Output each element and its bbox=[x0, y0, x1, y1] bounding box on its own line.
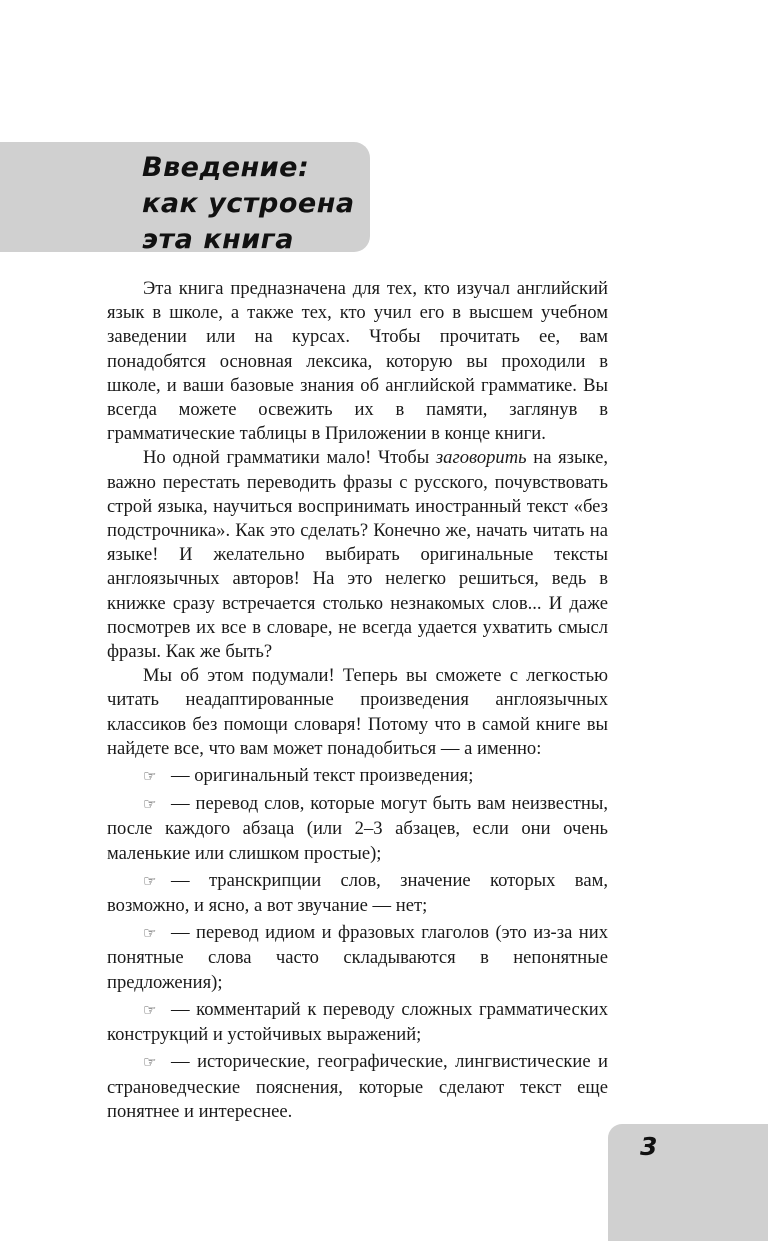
paragraph: Эта книга предназначена для тех, кто изучал английский язык в школе, а также тех, кто учил его в высшем учебном заведении или на курсах. Чтобы прочитать ее, вам понадобятся основная лексика, которую вы проходили в школе, и ваши базовые знания об английской грамматике. Вы всегда можете освежить их в памяти, заглянув в грамматические таблицы в Приложении в конце книги. bbox=[107, 278, 608, 445]
chapter-title bbox=[142, 150, 355, 258]
pointing-hand-icon: ☞ bbox=[143, 769, 157, 786]
body-text bbox=[107, 277, 608, 1124]
pointing-hand-icon: ☞ bbox=[143, 1002, 157, 1019]
pointing-hand-icon: ☞ bbox=[143, 797, 157, 814]
list-item bbox=[107, 921, 608, 995]
list-item-text: — перевод идиом и фразовых глаголов (это из-за них понятные слова часто складываются в непонятные предложения); bbox=[107, 922, 608, 993]
list-item bbox=[107, 998, 608, 1047]
page-number-tab bbox=[608, 1124, 768, 1241]
list-item bbox=[107, 1050, 608, 1124]
paragraph-text: Но одной грамматики мало! Чтобы bbox=[143, 447, 436, 469]
paragraph bbox=[107, 446, 608, 664]
pointing-hand-icon: ☞ bbox=[143, 1055, 157, 1072]
chapter-title-line: Введение: bbox=[142, 152, 310, 183]
list-item-text: — комментарий к переводу сложных грамматических конструкций и устойчивых выражений; bbox=[107, 998, 608, 1046]
emphasized-word: заговорить bbox=[435, 447, 527, 469]
paragraph-text: на языке, важно перестать переводить фразы с русского, почувствовать строй языка, научиться воспринимать иностранный текст «без подстрочника». Как это сделать? Конечно же, начать читать на языке! И желательно выбирать оригинальные тексты англоязычных авторов! На это нелегко решиться, ведь в книжке сразу встречается столько незнакомых слов... И даже посмотрев их все в словаре, не всегда удается ухватить смысл фразы. Как же быть? bbox=[107, 447, 608, 663]
chapter-title-box bbox=[0, 142, 370, 255]
list-item-text: — транскрипции слов, значение которых вам, возможно, и ясно, а вот звучание — нет; bbox=[107, 869, 608, 917]
list-item bbox=[107, 792, 608, 866]
list-item-text: — перевод слов, которые могут быть вам неизвестны, после каждого абзаца (или 2–3 абзацев, если они очень маленькие или слишком простые); bbox=[107, 793, 608, 864]
list-item-text: — исторические, географические, лингвистические и страноведческие пояснения, которые сделают текст еще понятнее и интереснее. bbox=[107, 1051, 608, 1122]
chapter-title-line: эта книга bbox=[142, 224, 294, 255]
pointing-hand-icon: ☞ bbox=[143, 926, 157, 943]
paragraph: Мы об этом подумали! Теперь вы сможете с легкостью читать неадаптированные произведения англоязычных классиков без помощи словаря! Потому что в самой книге вы найдете все, что вам может понадобиться — а именно: bbox=[107, 665, 608, 759]
chapter-title-line: как устроена bbox=[142, 188, 355, 219]
pointing-hand-icon: ☞ bbox=[143, 873, 157, 890]
page-number: 3 bbox=[640, 1132, 658, 1161]
list-item bbox=[107, 764, 608, 789]
list-item bbox=[107, 869, 608, 918]
list-item-text: — оригинальный текст произведения; bbox=[171, 765, 474, 787]
